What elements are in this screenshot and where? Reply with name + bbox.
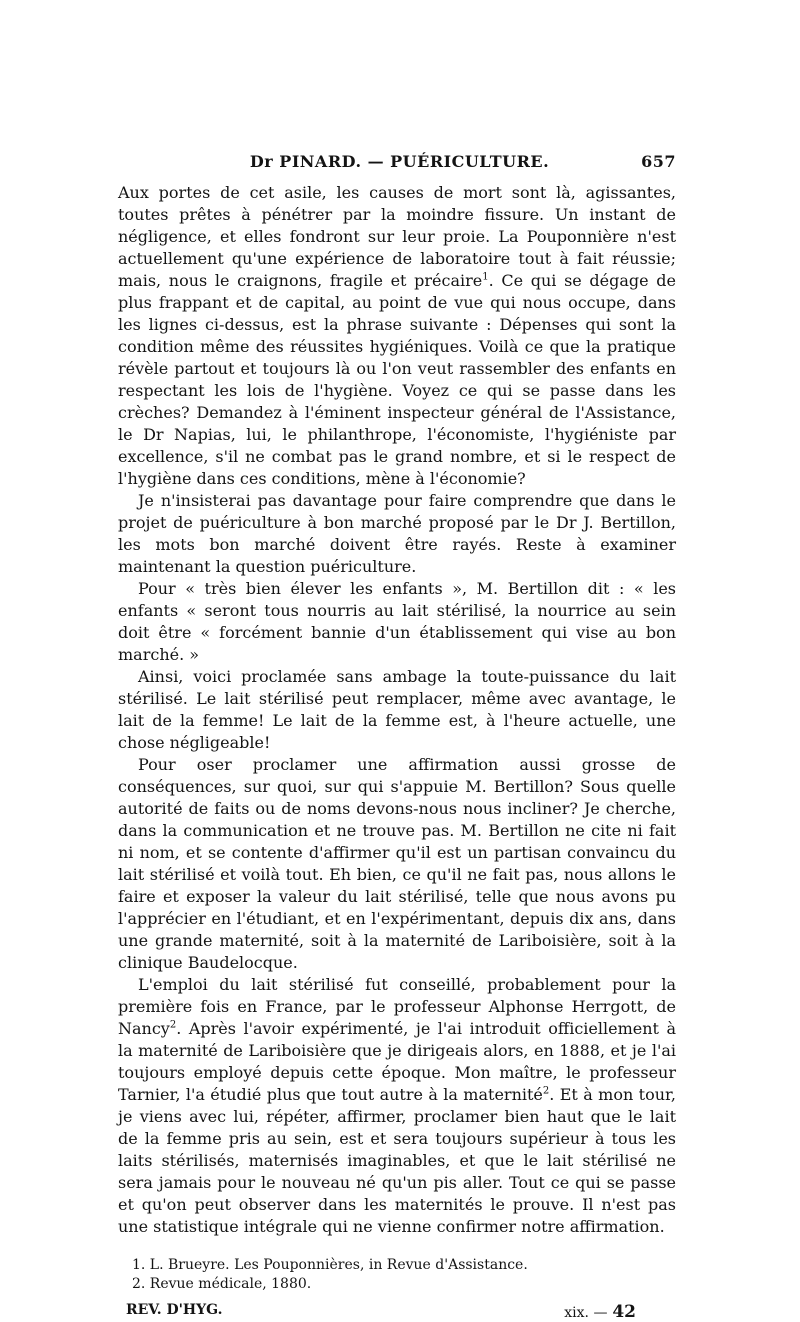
sheet-number: 42 <box>612 1302 636 1322</box>
footnote-1: 1. L. Brueyre. Les Pouponnières, in Revue d'Assistance. <box>132 1257 528 1273</box>
paragraph-6-text-b: . Après l'avoir expérimenté, je l'ai introduit officiellement à la maternité de Lariboisière que je dirigeais alors, en 1888, et je l'ai toujours employé depuis cette époque. Mon maître, le professeur Tarnier, l'a étudié plus que tout autre à la maternité <box>118 1019 676 1104</box>
page <box>118 152 676 1322</box>
paragraph-1 <box>118 182 676 490</box>
footnote-ref-2: 2 <box>169 1019 177 1031</box>
footnotes <box>118 1256 676 1294</box>
page-number: 657 <box>641 152 676 171</box>
signature-line <box>118 1302 676 1322</box>
paragraph-1-text-a: Aux portes de cet asile, les causes de mort sont là, agissantes, toutes prêtes à pénétrer par la moindre fissure. Un instant de négligence, et elles fondront sur leur proie. La Pouponnière n'est actuellement qu'une expérience de laboratoire tout à fait réussie; mais, nous le craignons, fragile et précaire <box>118 183 676 290</box>
paragraph-6 <box>118 974 676 1238</box>
running-title: Dr PINARD. — PUÉRICULTURE. <box>249 152 550 171</box>
paragraph-1-text-b: . Ce qui se dégage de plus frappant et de capital, au point de vue qui nous occupe, dans les lignes ci-dessus, est la phrase suivante : Dépenses qui sont la condition même des réussites hygiéniques. Voilà ce que la pratique révèle partout et toujours là ou l'on veut rassembler des enfants en respectant les lois de l'hygiène. Voyez ce qui se passe dans les crèches? Demandez à l'éminent inspecteur général de l'Assistance, le Dr Napias, lui, le philanthrope, l'économiste, l'hygiéniste par excellence, s'il ne combat pas le grand nombre, et si le respect de l'hygiène dans ces conditions, mène à l'économie? <box>118 271 676 488</box>
footnote-2: 2. Revue médicale, 1880. <box>132 1276 312 1292</box>
running-header <box>118 152 676 182</box>
paragraph-4: Ainsi, voici proclamée sans ambage la toute-puissance du lait stérilisé. Le lait stérilisé peut remplacer, même avec avantage, le lait de la femme! Le lait de la femme est, à l'heure actuelle, une chose négligeable! <box>118 667 676 752</box>
paragraph-2: Je n'insisterai pas davantage pour faire comprendre que dans le projet de puériculture à bon marché proposé par le Dr J. Bertillon, les mots bon marché doivent être rayés. Reste à examiner maintenant la question puériculture. <box>118 491 676 576</box>
paragraph-5: Pour oser proclamer une affirmation aussi grosse de conséquences, sur quoi, sur qui s'appuie M. Bertillon? Sous quelle autorité de faits ou de noms devons-nous nous incliner? Je cherche, dans la communication et ne trouve pas. M. Bertillon ne cite ni fait ni nom, et se contente d'affirmer qu'il est un partisan convaincu du lait stérilisé et voilà tout. Eh bien, ce qu'il ne fait pas, nous allons le faire et exposer la valeur du lait stérilisé, telle que nous avons pu l'apprécier en l'étudiant, et en l'expérimentant, depuis dix ans, dans une grande maternité, soit à la maternité de Lariboisière, soit à la clinique Baudelocque. <box>118 755 676 972</box>
sheet-mark <box>564 1302 636 1322</box>
volume-mark: xix. — <box>564 1305 608 1321</box>
paragraph-3: Pour « très bien élever les enfants », M. Bertillon dit : « les enfants « seront tous nourris au lait stérilisé, la nourrice au sein doit être « forcément bannie d'un établissement qui vise au bon marché. » <box>118 579 676 664</box>
footnote-ref-2b: 2 <box>542 1085 550 1097</box>
journal-abbrev: REV. D'HYG. <box>126 1302 223 1318</box>
footnote-ref-1: 1 <box>482 271 489 283</box>
paragraph-6-text-c: . Et à mon tour, je viens avec lui, répéter, affirmer, proclamer bien haut que le lait de la femme pris au sein, est et sera toujours supérieur à tous les laits stérilisés, maternisés imaginables, et que le lait stérilisé ne sera jamais pour le nouveau né qu'un pis aller. Tout ce qui se passe et qu'on peut observer dans les maternités le prouve. Il n'est pas une statistique intégrale qui ne vienne confirmer notre affirmation. <box>118 1085 676 1236</box>
body-text <box>118 182 676 1238</box>
paragraph-6-text-a: L'emploi du lait stérilisé fut conseillé, probablement pour la première fois en France, par le professeur Alphonse Herrgott, de Nancy <box>118 975 676 1038</box>
